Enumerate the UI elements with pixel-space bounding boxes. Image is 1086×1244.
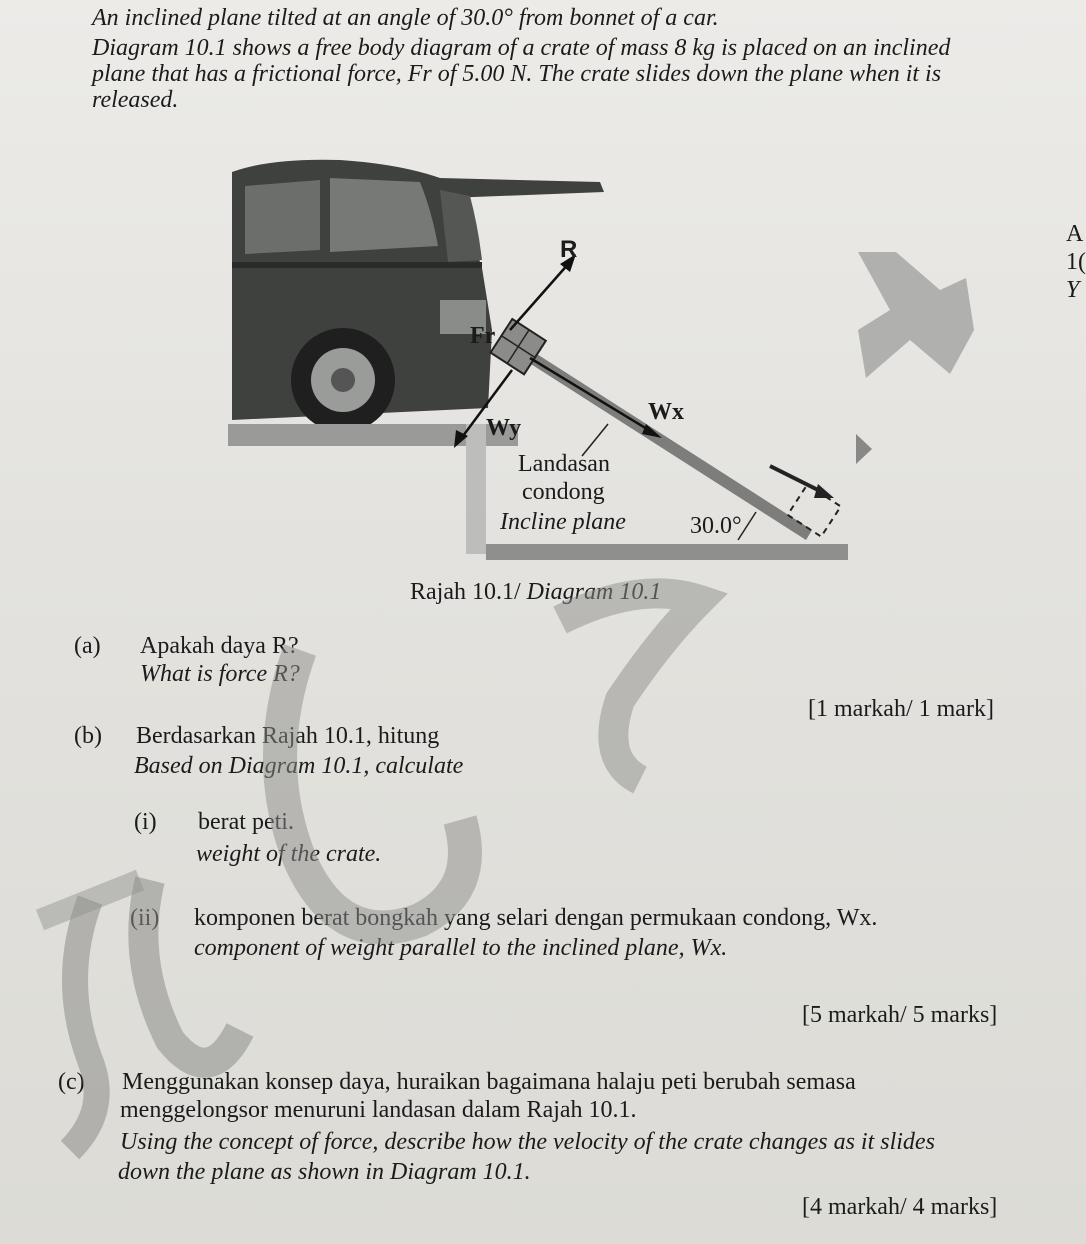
diagram-caption — [410, 578, 661, 606]
plane-label-malay-2: condong — [522, 479, 605, 505]
label-wx: Wx — [648, 399, 684, 425]
margin-text-1: A — [1066, 221, 1084, 247]
question-c-malay-2: menggelongsor menuruni landasan dalam Rajah 10.1. — [120, 1097, 637, 1123]
question-b-i-malay: berat peti. — [198, 809, 294, 835]
intro-line-3: plane that has a frictional force, Fr of 5.00 N. The crate slides down the plane when it is — [92, 61, 942, 87]
caption-malay: Rajah 10.1/ — [410, 579, 521, 605]
label-fr: Fr — [470, 323, 496, 349]
intro-line-1: An inclined plane tilted at an angle of 30.0° from bonnet of a car. — [92, 5, 719, 31]
question-b-malay: Berdasarkan Rajah 10.1, hitung — [136, 723, 440, 749]
margin-text-3: Y — [1066, 277, 1080, 303]
question-c-english-1: Using the concept of force, describe how the velocity of the crate changes as it slides — [120, 1129, 935, 1155]
intro-line-4: released. — [92, 87, 179, 113]
floor — [486, 544, 848, 560]
caption-english: Diagram 10.1 — [526, 579, 662, 605]
question-a-english: What is force R? — [140, 661, 300, 687]
question-b-ii-english: component of weight parallel to the inclined plane, Wx. — [194, 935, 728, 961]
question-a-label: (a) — [74, 633, 101, 659]
question-a-malay: Apakah daya R? — [140, 633, 299, 659]
question-b-i-label: (i) — [134, 809, 157, 835]
force-r-arrow — [510, 262, 570, 330]
question-b-marks: [5 markah/ 5 marks] — [802, 1002, 998, 1028]
question-a-marks: [1 markah/ 1 mark] — [808, 696, 994, 722]
plane-label-english: Incline plane — [500, 509, 626, 535]
question-c-english-2: down the plane as shown in Diagram 10.1. — [118, 1159, 531, 1185]
watermark-x-shape — [858, 252, 974, 378]
question-b-ii-malay: komponen berat bongkah yang selari dengan permukaan condong, Wx. — [194, 905, 878, 931]
label-r: R — [560, 236, 578, 263]
question-b-label: (b) — [74, 723, 102, 749]
question-b-i-english: weight of the crate. — [196, 841, 382, 867]
angle-label: 30.0° — [690, 513, 742, 539]
force-wx-arrow — [530, 358, 652, 432]
plane-label-malay-1: Landasan — [518, 451, 610, 477]
car-illustration — [232, 160, 604, 432]
question-b-english: Based on Diagram 10.1, calculate — [134, 753, 464, 779]
label-wy: Wy — [486, 415, 522, 441]
question-c-malay-1: Menggunakan konsep daya, huraikan bagaimana halaju peti berubah semasa — [122, 1069, 856, 1095]
question-c-marks: [4 markah/ 4 marks] — [802, 1194, 998, 1220]
margin-text-2: 1( — [1066, 249, 1086, 275]
intro-line-2: Diagram 10.1 shows a free body diagram of a crate of mass 8 kg is placed on an inclined — [92, 35, 951, 61]
question-c-label: (c) — [58, 1069, 85, 1095]
question-b-ii-label: (ii) — [130, 905, 160, 931]
